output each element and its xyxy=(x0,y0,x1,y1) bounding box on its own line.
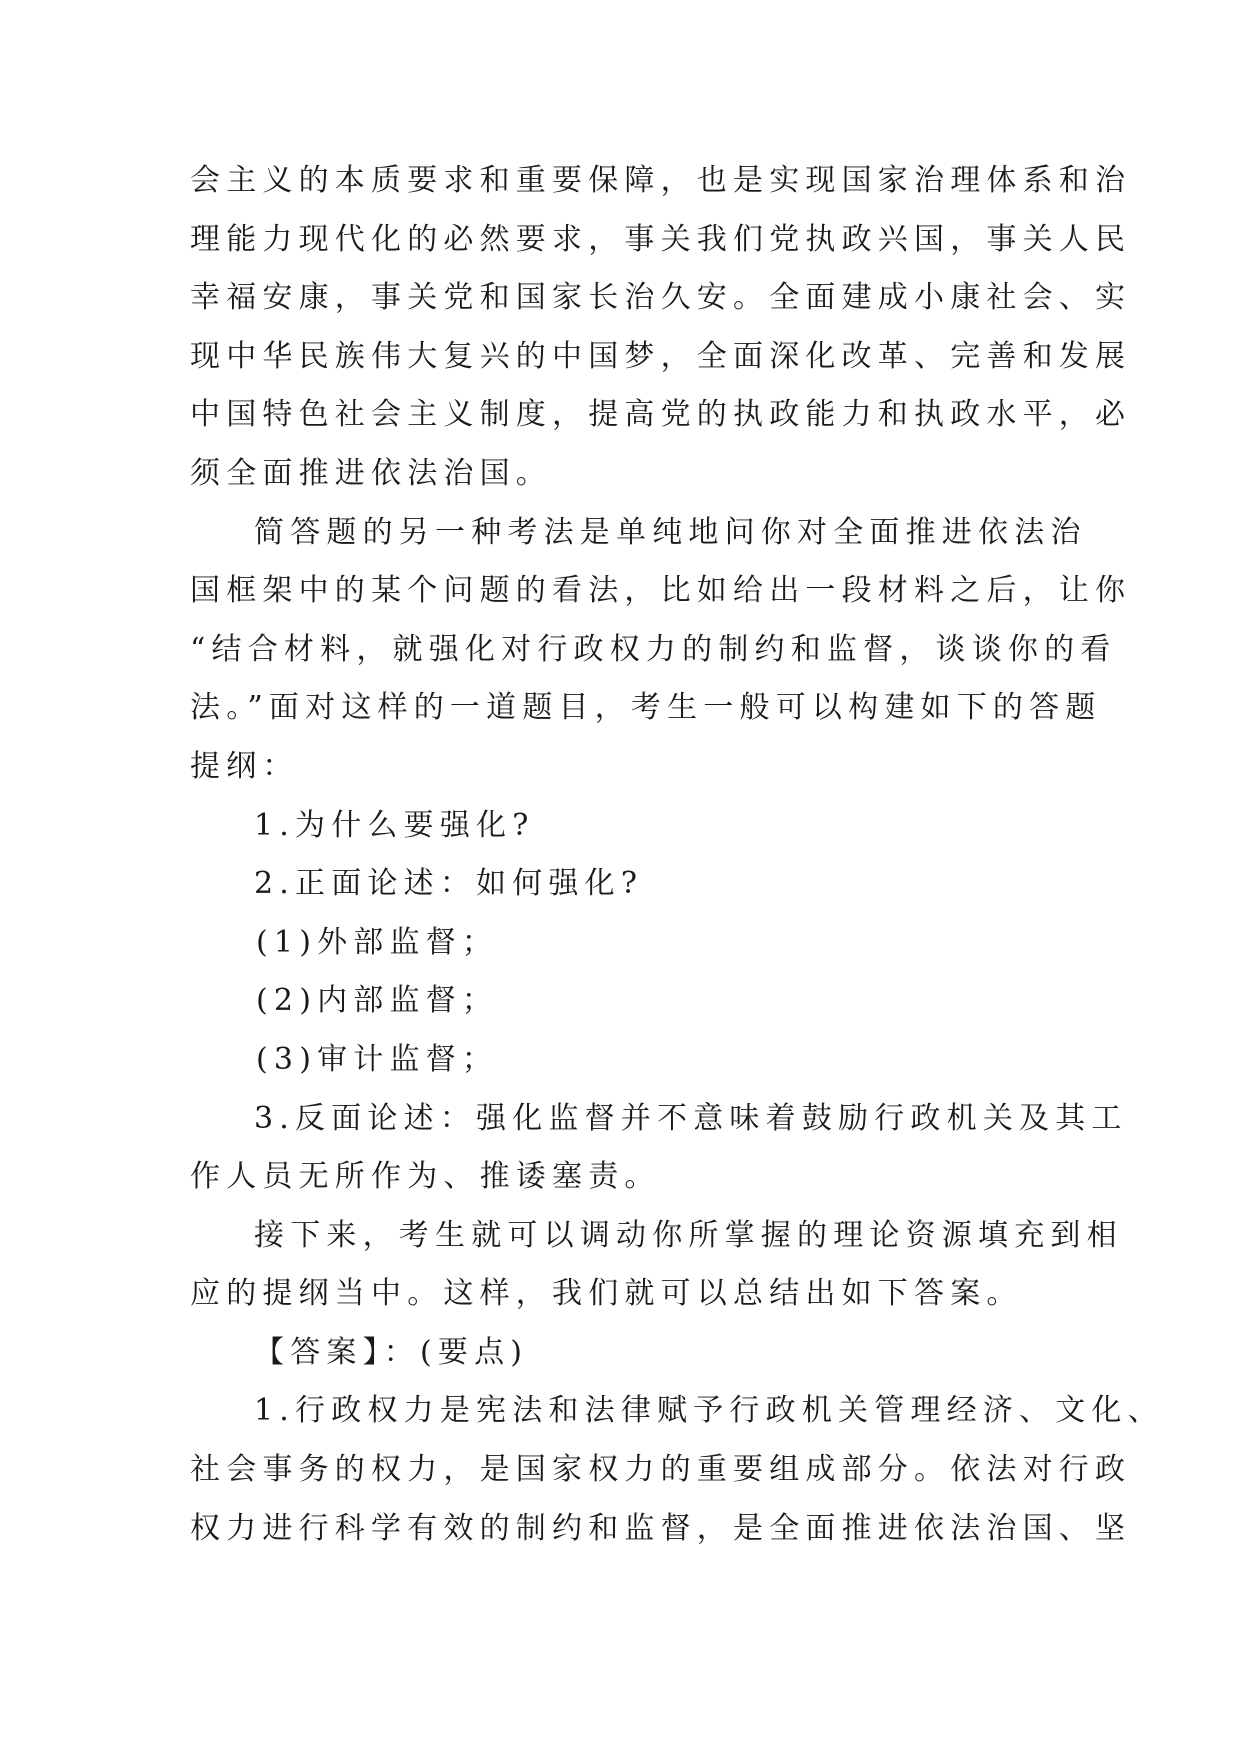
paragraph-start: 接下来，考生就可以调动你所掌握的理论资源填充到相 xyxy=(254,1217,1123,1253)
text-line: 应的提纲当中。这样，我们就可以总结出如下答案。 xyxy=(190,1276,1023,1312)
text-line: “结合材料，就强化对行政权力的制约和监督，谈谈你的看 xyxy=(190,631,1117,667)
text-line: 权力进行科学有效的制约和监督，是全面推进依法治国、坚 xyxy=(190,1510,1132,1546)
outline-subitem: (1)外部监督； xyxy=(256,924,499,960)
text-line: 幸福安康，事关党和国家长治久安。全面建成小康社会、实 xyxy=(190,280,1132,316)
text-line: 社会事务的权力，是国家权力的重要组成部分。依法对行政 xyxy=(190,1452,1132,1488)
text-line: 须全面推进依法治国。 xyxy=(190,455,552,491)
text-line: 法。”面对这样的一道题目，考生一般可以构建如下的答题 xyxy=(190,690,1102,726)
paragraph-start: 简答题的另一种考法是单纯地问你对全面推进依法治 xyxy=(254,514,1087,550)
text-line: 现中华民族伟大复兴的中国梦，全面深化改革、完善和发展 xyxy=(190,338,1132,374)
outline-item: 1.为什么要强化? xyxy=(254,807,535,843)
answer-heading: 【答案】：(要点) xyxy=(254,1334,529,1370)
text-line: 作人员无所作为、推诿塞责。 xyxy=(190,1159,661,1195)
text-line: 国框架中的某个问题的看法，比如给出一段材料之后，让你 xyxy=(190,573,1132,609)
paragraph-start: 1.行政权力是宪法和法律赋予行政机关管理经济、文化、 xyxy=(254,1393,1164,1429)
outline-subitem: (2)内部监督； xyxy=(256,983,499,1019)
document-body xyxy=(190,152,1164,1558)
outline-item: 3.反面论述：强化监督并不意味着鼓励行政机关及其工 xyxy=(254,1100,1128,1136)
text-line: 提纲： xyxy=(190,748,299,784)
text-line: 中国特色社会主义制度，提高党的执政能力和执政水平，必 xyxy=(190,397,1132,433)
text-line: 理能力现代化的必然要求，事关我们党执政兴国，事关人民 xyxy=(190,221,1132,257)
outline-item: 2.正面论述：如何强化? xyxy=(254,866,644,902)
text-line: 会主义的本质要求和重要保障，也是实现国家治理体系和治 xyxy=(190,163,1132,198)
outline-subitem: (3)审计监督； xyxy=(256,1041,499,1077)
